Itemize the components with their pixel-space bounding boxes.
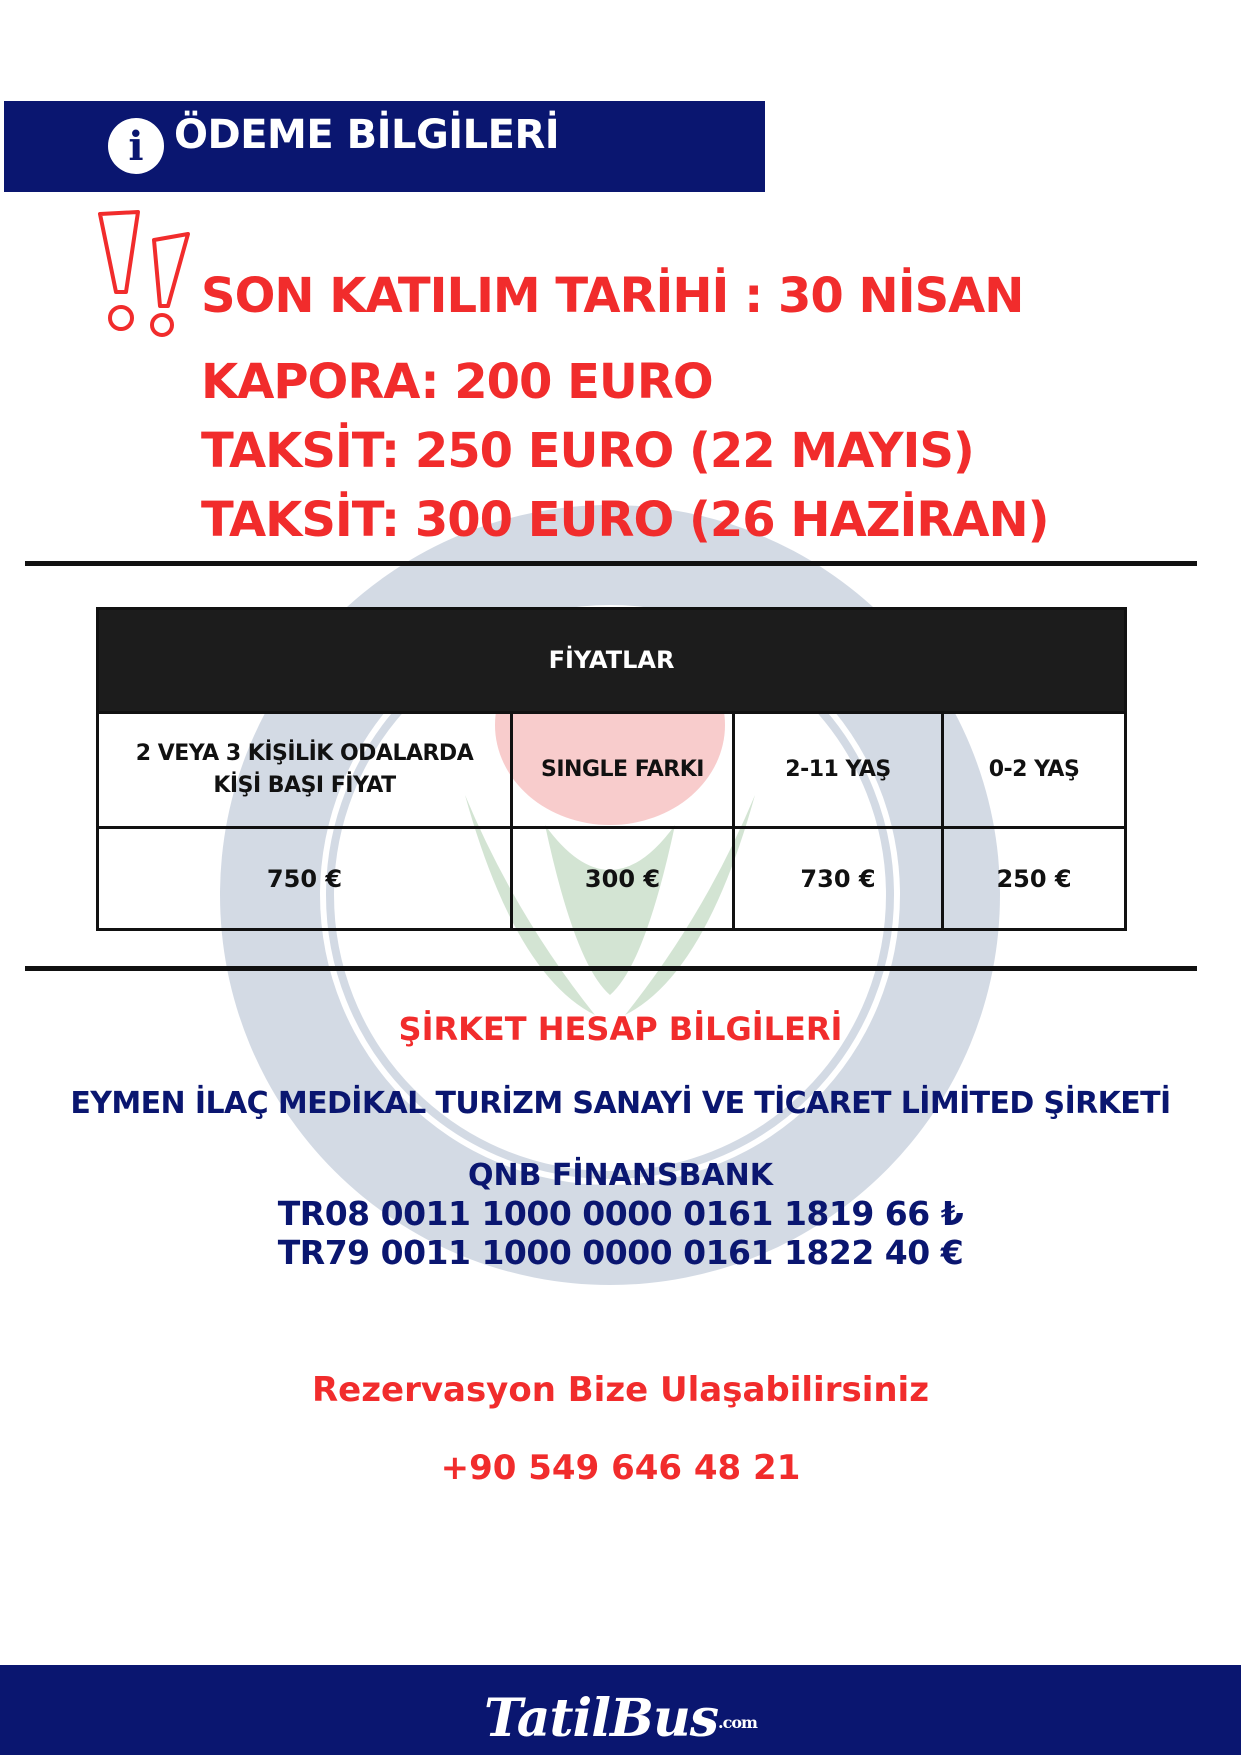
deadline-text: SON KATILIM TARİHİ : 30 NİSAN	[201, 268, 1024, 324]
deposit-text: KAPORA: 200 EURO	[201, 354, 713, 410]
column-header-line: 2 VEYA 3 KİŞİLİK ODALARDA	[135, 741, 474, 766]
price-single: 300 €	[512, 828, 734, 930]
table-row	[98, 828, 1126, 930]
logo-text: TatilBus	[484, 1688, 719, 1749]
column-header-single: SINGLE FARKI	[512, 712, 734, 827]
page-title: ÖDEME BİLGİLERİ	[174, 112, 560, 158]
logo-suffix: .com	[718, 1713, 757, 1732]
price-child: 730 €	[734, 828, 943, 930]
installment-2-text: TAKSİT: 300 EURO (26 HAZİRAN)	[201, 492, 1049, 548]
prices-table	[96, 607, 1127, 931]
installment-1-text: TAKSİT: 250 EURO (22 MAYIS)	[201, 423, 974, 479]
divider	[25, 966, 1197, 971]
brand-logo	[0, 1688, 1241, 1749]
price-infant: 250 €	[943, 828, 1126, 930]
table-header-row	[98, 712, 1126, 827]
column-header-infant: 0-2 YAŞ	[943, 712, 1126, 827]
divider	[25, 561, 1197, 566]
prices-table-title: FİYATLAR	[98, 609, 1126, 713]
column-header-room-price	[98, 712, 512, 827]
iban-try: TR08 0011 1000 0000 0161 1819 66 ₺	[277, 1194, 964, 1233]
column-header-child: 2-11 YAŞ	[734, 712, 943, 827]
reservation-label: Rezervasyon Bize Ulaşabilirsiniz	[311, 1370, 929, 1410]
iban-eur: TR79 0011 1000 0000 0161 1822 40 €	[277, 1233, 964, 1272]
account-section-title: ŞİRKET HESAP BİLGİLERİ	[398, 1010, 843, 1048]
exclamation-icon	[96, 210, 196, 340]
company-name: EYMEN İLAÇ MEDİKAL TURİZM SANAYİ VE TİCARET LİMİTED ŞİRKETİ	[70, 1086, 1171, 1121]
bank-name: QNB FİNANSBANK	[467, 1158, 774, 1193]
column-header-line: KİŞİ BAŞI FİYAT	[213, 773, 396, 798]
price-room: 750 €	[98, 828, 512, 930]
info-icon: i	[108, 118, 164, 174]
phone-number[interactable]: +90 549 646 48 21	[440, 1448, 801, 1488]
